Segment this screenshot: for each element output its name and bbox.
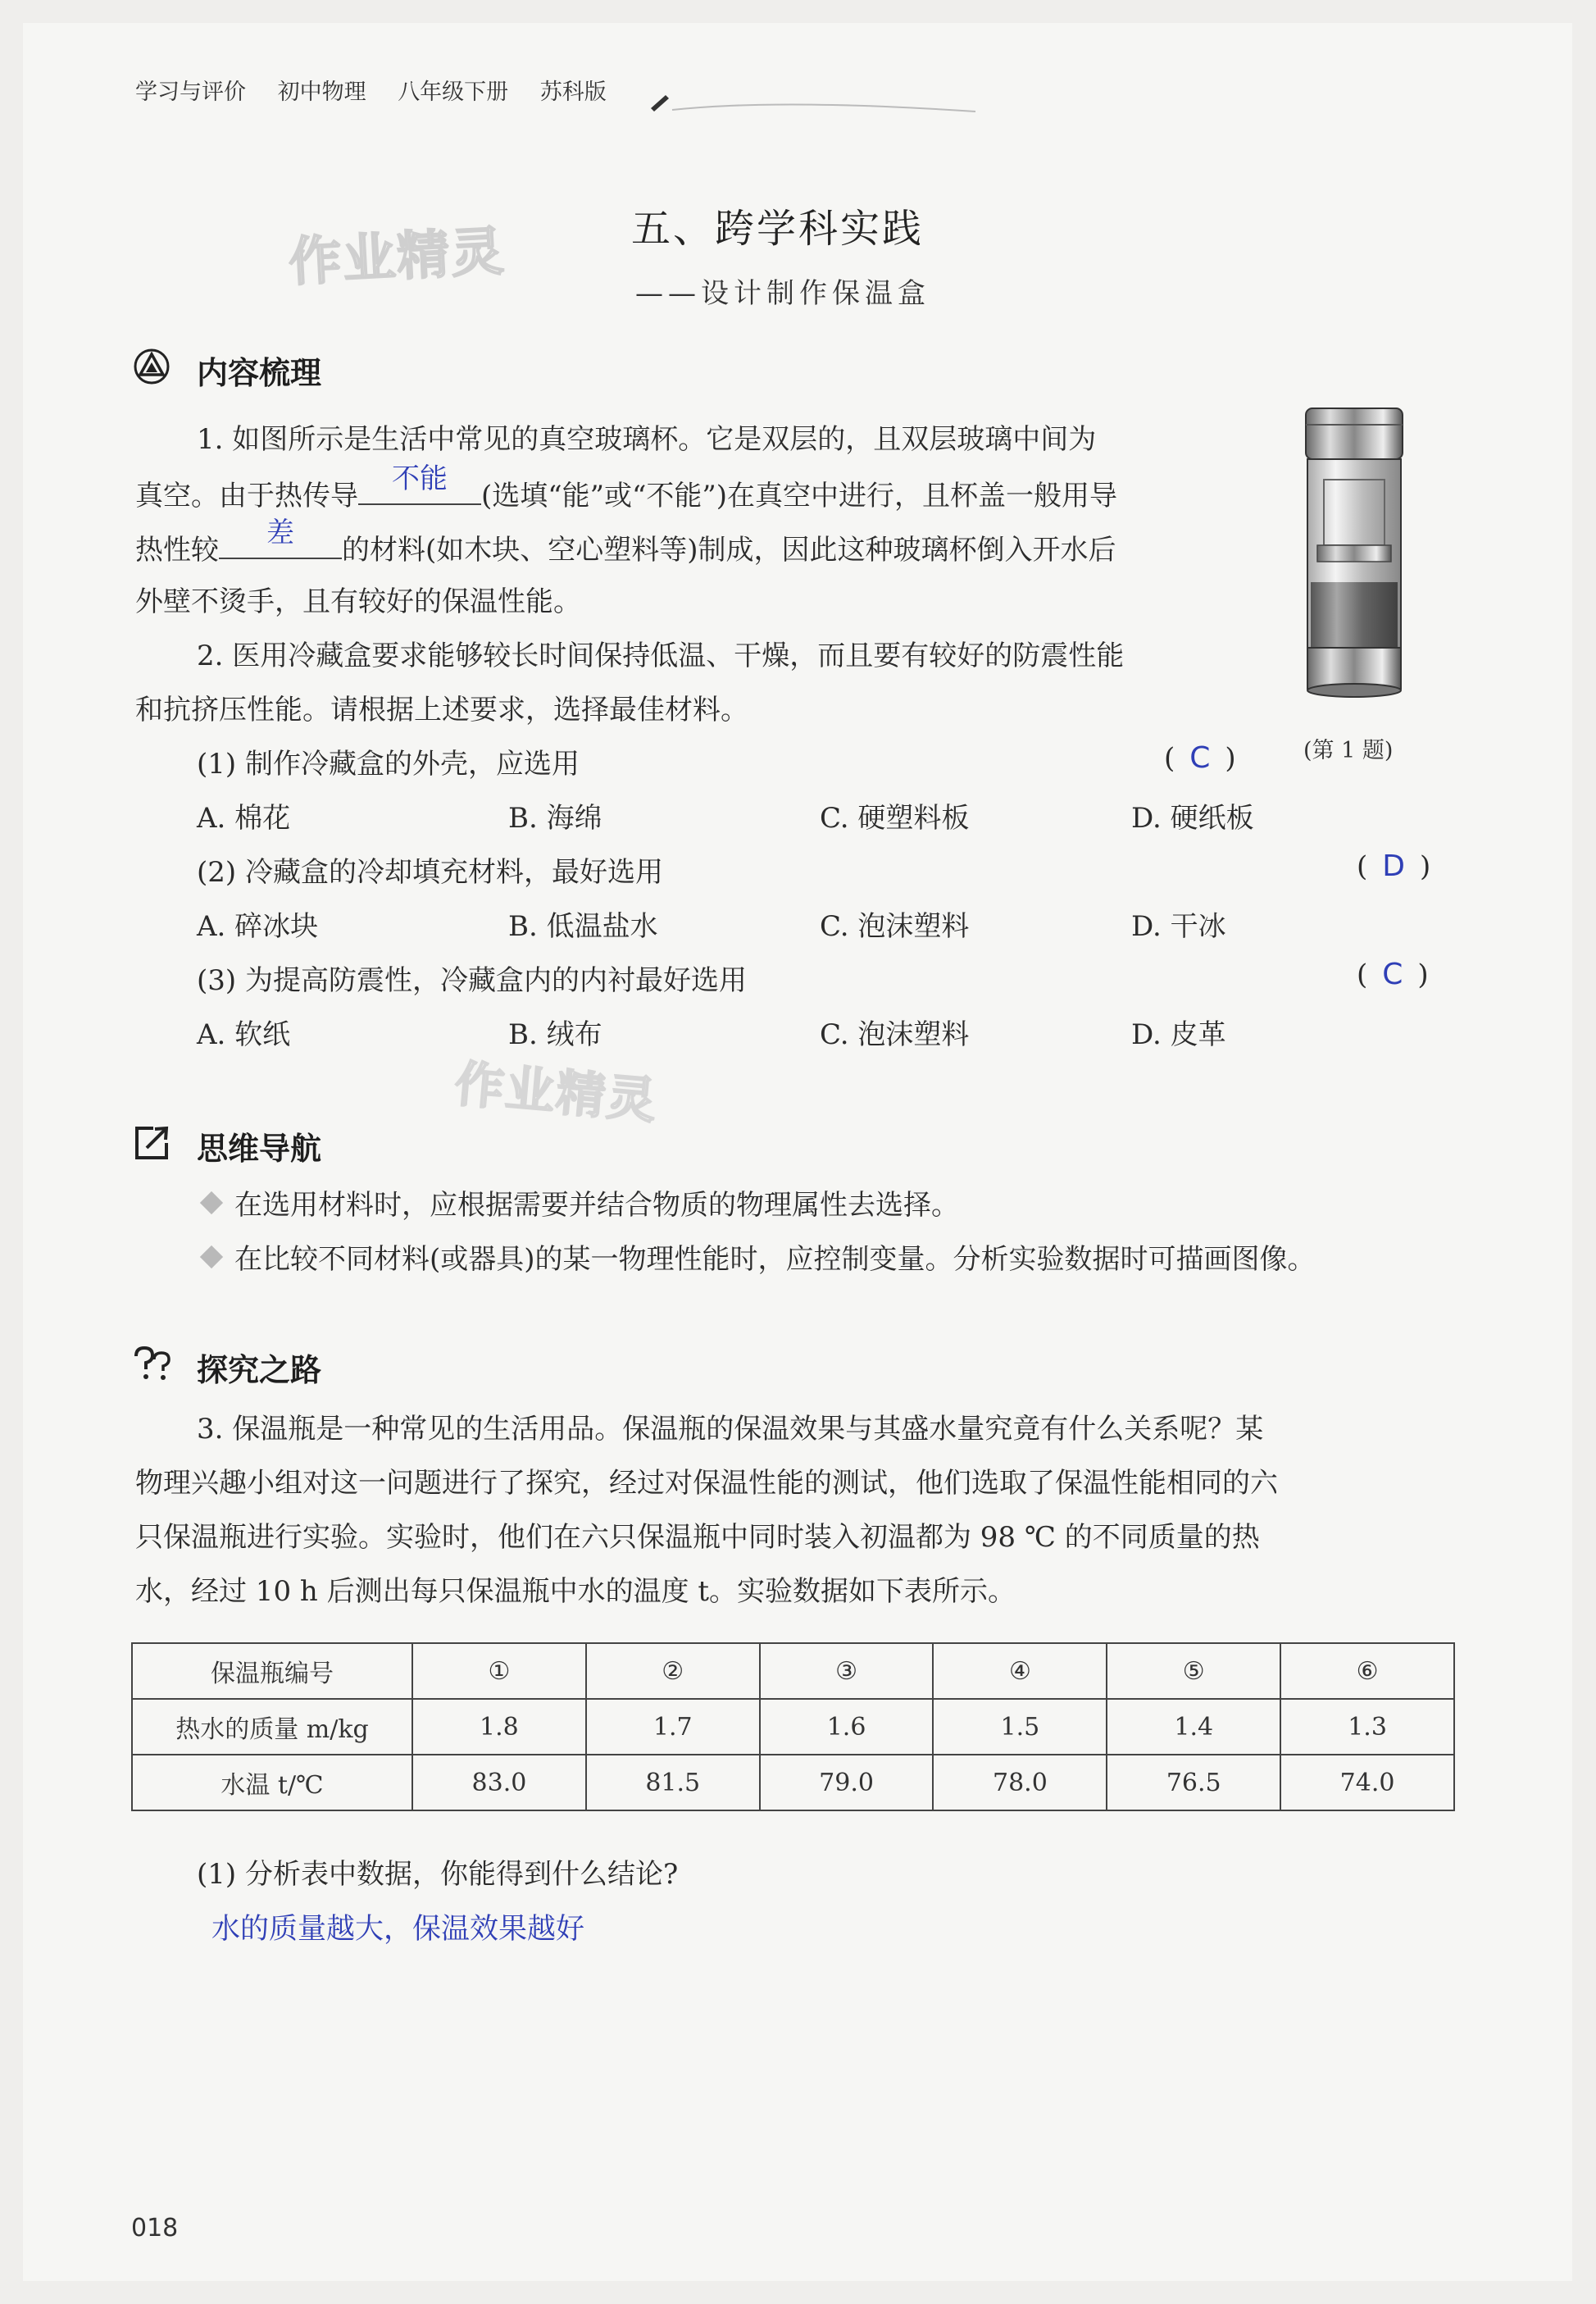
vacuum-cup-figure: [1299, 402, 1410, 713]
table-cell: 83.0: [412, 1755, 586, 1810]
chapter-title: 五、跨学科实践: [631, 206, 925, 252]
option-d: D. 皮革: [1131, 1018, 1226, 1051]
option-c: C. 泡沫塑料: [820, 1018, 970, 1051]
book-name: 学习与评价: [135, 80, 246, 105]
grade-name: 八年级下册: [398, 80, 509, 105]
handwritten-answer: D: [1382, 849, 1405, 883]
running-header: [135, 74, 631, 106]
chapter-subtitle: ——设计制作保温盒: [635, 277, 930, 310]
q1-line-2-start: 真空。由于热传导: [135, 480, 358, 512]
q2-part-2-answer: ( D ): [1357, 849, 1431, 883]
option-b: B. 低温盐水: [508, 910, 658, 943]
handwritten-answer: C: [1189, 741, 1211, 775]
q2-line-2: 和抗挤压性能。请根据上述要求，选择最佳材料。: [135, 694, 748, 726]
q2-part-2-stem: (2) 冷藏盒的冷却填充材料，最好选用: [197, 856, 663, 889]
table-cell: 1.6: [760, 1699, 934, 1755]
q1-line-1: 1. 如图所示是生活中常见的真空玻璃杯。它是双层的，且双层玻璃中间为: [197, 423, 1097, 456]
figure-caption: (第 1 题): [1303, 738, 1394, 763]
q1-blank-2: [219, 517, 342, 559]
section-heading-content: 内容梳理: [197, 355, 322, 391]
q1-line-4: 外壁不烫手，且有较好的保温性能。: [135, 585, 581, 618]
edition-name: 苏科版: [539, 80, 607, 105]
q1-line-2: [135, 462, 1118, 513]
watermark: 作业精灵: [452, 1055, 661, 1131]
q2-part-3-stem: (3) 为提高防震性，冷藏盒内的内衬最好选用: [197, 964, 747, 997]
option-b: B. 海绵: [508, 802, 602, 835]
table-row: [132, 1755, 1454, 1810]
tip-item: [203, 1236, 1316, 1277]
table-cell: ②: [586, 1643, 760, 1699]
table-cell: ④: [933, 1643, 1107, 1699]
q1-line-3: [135, 517, 1116, 567]
row-header: 热水的质量 m/kg: [132, 1699, 412, 1755]
table-row: [132, 1643, 1454, 1699]
q3-line-1: 3. 保温瓶是一种常见的生活用品。保温瓶的保温效果与其盛水量究竟有什么关系呢？某: [197, 1413, 1264, 1446]
table-cell: ⑥: [1280, 1643, 1454, 1699]
q2-part-1-answer: ( C ): [1164, 741, 1236, 775]
table-cell: 79.0: [760, 1755, 934, 1810]
table-cell: ⑤: [1107, 1643, 1280, 1699]
option-d: D. 干冰: [1131, 910, 1226, 943]
table-cell: ①: [412, 1643, 586, 1699]
table-cell: 74.0: [1280, 1755, 1454, 1810]
navigation-section-icon: [134, 1125, 170, 1161]
table-cell: 1.5: [933, 1699, 1107, 1755]
option-b: B. 绒布: [508, 1018, 602, 1051]
q2-part-3-answer: ( C ): [1357, 958, 1429, 991]
handwritten-answer: C: [1382, 958, 1403, 991]
pen-flourish-icon: [648, 92, 992, 116]
data-table: [131, 1642, 1455, 1811]
q1-blank-1: [358, 462, 481, 505]
handwritten-answer: 不能: [392, 462, 448, 495]
option-c: C. 硬塑料板: [820, 802, 970, 835]
watermark: 作业精灵: [287, 221, 507, 294]
diamond-bullet-icon: [200, 1245, 223, 1268]
table-cell: 78.0: [933, 1755, 1107, 1810]
option-c: C. 泡沫塑料: [820, 910, 970, 943]
q3-line-4: 水，经过 10 h 后测出每只保温瓶中水的温度 t。实验数据如下表所示。: [135, 1575, 1016, 1608]
option-a: A. 碎冰块: [197, 910, 319, 943]
handwritten-answer: 差: [266, 517, 294, 549]
q1-line-3-start: 热性较: [135, 534, 219, 567]
option-d: D. 硬纸板: [1131, 802, 1254, 835]
option-a: A. 棉花: [197, 802, 291, 835]
diamond-bullet-icon: [200, 1191, 223, 1214]
section-heading-inquiry: 探究之路: [197, 1352, 322, 1388]
option-a: A. 软纸: [197, 1018, 291, 1051]
subject-name: 初中物理: [277, 80, 366, 105]
page-number: 018: [131, 2214, 179, 2243]
row-header: 水温 t/℃: [132, 1755, 412, 1810]
q1-line-2-end: (选填“能”或“不能”)在真空中进行，且杯盖一般用导: [481, 480, 1118, 512]
table-cell: ③: [760, 1643, 934, 1699]
table-cell: 81.5: [586, 1755, 760, 1810]
table-cell: 76.5: [1107, 1755, 1280, 1810]
tip-item: [203, 1182, 959, 1223]
table-cell: 1.7: [586, 1699, 760, 1755]
table-cell: 1.3: [1280, 1699, 1454, 1755]
question-marks-section-icon: [131, 1345, 174, 1384]
q1-line-3-end: 的材料(如木块、空心塑料等)制成，因此这种玻璃杯倒入开水后: [342, 534, 1116, 567]
q3-line-2: 物理兴趣小组对这一问题进行了探究，经过对保温性能的测试，他们选取了保温性能相同的六: [135, 1467, 1278, 1500]
q2-part-1-stem: (1) 制作冷藏盒的外壳，应选用: [197, 748, 580, 781]
tip-text: 在选用材料时，应根据需要并结合物质的物理属性去选择。: [234, 1189, 959, 1222]
table-row: [132, 1699, 1454, 1755]
handwritten-answer: 水的质量越大，保温效果越好: [211, 1913, 585, 1946]
section-heading-thinking: 思维导航: [197, 1131, 322, 1167]
row-header: 保温瓶编号: [132, 1643, 412, 1699]
q2-line-1: 2. 医用冷藏盒要求能够较长时间保持低温、干燥，而且要有较好的防震性能: [197, 640, 1125, 672]
triangle-section-icon: [133, 348, 171, 385]
tip-text: 在比较不同材料(或器具)的某一物理性能时，应控制变量。分析实验数据时可描画图像。: [234, 1243, 1316, 1276]
q3-line-3: 只保温瓶进行实验。实验时，他们在六只保温瓶中同时装入初温都为 98 ℃ 的不同质量的热: [135, 1521, 1260, 1554]
table-cell: 1.8: [412, 1699, 586, 1755]
q3-sub-question-1: (1) 分析表中数据，你能得到什么结论?: [197, 1858, 679, 1891]
table-cell: 1.4: [1107, 1699, 1280, 1755]
